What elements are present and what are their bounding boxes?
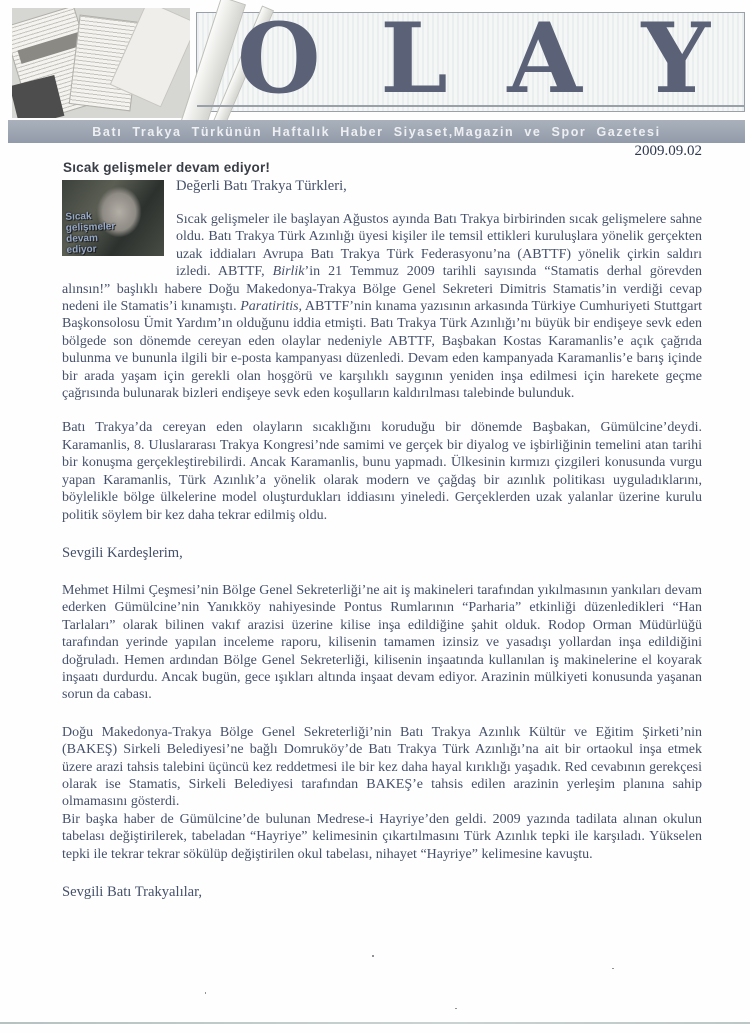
paragraph-text: ’in 21 Temmuz 2009 tarihli sayısında “Stamatis derhal görevden alınsın!” başlıklı habere Doğu Makedonya-Trakya Bölge Genel Sekreteri Dimitris Stamatis’in verdiği cevap nedeni ile Stamatis’i kınamıştı. (62, 264, 703, 315)
scan-speck (372, 955, 374, 957)
scan-speck (205, 992, 206, 994)
newspapers-photo (12, 8, 190, 118)
title-letter: L (380, 2, 448, 115)
salutation-trakyalilar: Sevgili Batı Trakyalılar, (62, 884, 203, 900)
issue-date: 2009.09.02 (634, 143, 702, 159)
paragraph-bakes-school: Doğu Makedonya-Trakya Bölge Genel Sekreterliği’nin Batı Trakya Azınlık Kültür ve Eğitim Şirketi’nin (BAKEŞ) Sirkeli Belediyesi’ne bağlı Domruköy’de Batı Trakya Türk Azınlığı’na ait bir ortaokul inşa etmek üzere arazi tahsis talebini üçüncü kez reddetmesi ile bir kez daha hayal kırıklığı yaşadık. Red cevabının gerekçesi olarak ise Stamatis, Sirkeli Belediyesi tarafından BAKEŞ’e tahsis edilen arazinin yerleşim planına sahip olmamasını gösterdi. (62, 724, 702, 810)
title-letter: A (507, 2, 582, 115)
bottom-scan-edge (0, 1022, 750, 1024)
photo-overlay-text: Sıcak gelişmeler devam ediyor (65, 210, 116, 256)
italic-publication-name: Paratiritis, (240, 299, 303, 315)
article-headline: Sıcak gelişmeler devam ediyor! (63, 160, 271, 175)
scan-speck (455, 1008, 457, 1009)
tagline-bar (8, 120, 745, 143)
scan-speck (612, 968, 614, 969)
paragraph-text: ABTTF’nin kınama yazısının arkasında Türkiye Cumhuriyeti Stuttgart Başkonsolosu Ümit Yardım’ın olduğunu iddia etmişti. Batı Trakya Türk Azınlığı’nı büyük bir endişeye sevk eden bölgede son dönemde cereyan eden olaylar nedeniyle ABTTF, Başbakan Kostas Karamanlis’e açık çağrıda bulunma ve bununla ilgili bir e-posta kampanyası düzenledi. Devam eden kampanyada Karamanlis’e barış içinde bir arada yaşam için gerekli olan hoşgörü ve karşılıklı saygının yeniden inşa edilmesi için harekete geçme çağrısında bulunarak bizleri endişeye sevk eden koşulların kaldırılması talebinde bulunduk. (62, 299, 702, 402)
salutation-kardeslerim: Sevgili Kardeşlerim, (62, 544, 183, 561)
italic-publication-name: Birlik (272, 264, 305, 280)
paragraph-church-construction: Mehmet Hilmi Çeşmesi’nin Bölge Genel Sekreterliği’ne ait iş makineleri tarafından yıkılmasının yankıları devam ederken Gümülcine’nin Yanıkköy nahiyesinde Pontus Rumlarının “Parharia” etkinliği düzenledikleri “Han Tarlaları” olarak bilinen vakıf arazisi üzerine kilise inşa edildiğine şahit olduk. Rodop Orman Müdürlüğü tarafından yerinde yapılan inceleme raporu, kilisenin tamamen izinsiz ve yasadışı yollardan inşa edildiğini doğruladı. Hemen ardından Bölge Genel Sekreterliği, kilisenin inşaatında kullanılan iş makinelerine el koyarak inşaatı durdurdu. Ancak bugün, gece ışıkları altında inşaat devam ediyor. Arazinin mülkiyeti konusunda yaşanan sorun da cabası. (62, 582, 702, 703)
salutation-turkleri: Değerli Batı Trakya Türkleri, (176, 178, 347, 194)
title-letter: O (237, 2, 321, 115)
masthead (12, 2, 745, 118)
title-letter: Y (641, 2, 710, 115)
newspaper-title (196, 2, 745, 115)
tagline-text: Batı Trakya Türkünün Haftalık Haber Siyaset,Magazin ve Spor Gazetesi (92, 124, 661, 139)
paragraph-medrese-hayriye: Bir başka haber de Gümülcine’de bulunan Medrese-i Hayriye’den geldi. 2009 yazında tadilata alınan okulun tabelası değiştirilerek, tabeladan “Hayriye” kelimesinin çıkartılmasını Türk Azınlık tepki ile karşıladı. Yükselen tepki ile tekrar tekrar sökülüp değiştirilen okul tabelası, nihayet “Hayriye” kelimesine kavuştu. (62, 811, 702, 862)
article-photo (62, 180, 164, 256)
paragraph-text: Sıcak gelişmeler ile başlayan Ağustos ayında Batı Trakya birbirinden sıcak gelişmelere sahne oldu. Batı Trakya Türk Azınlığı üyesi kişiler ile temsil ettikleri kuruluşlara yönelik gerçekten uzak iddiaları Avrupa Batı Trakya Türk Federasyonu’na (ABTTF) yönelik çirkin saldırı izledi. ABTTF, (176, 212, 702, 280)
article (62, 160, 702, 901)
paragraph-karamanlis-visit: Batı Trakya’da cereyan eden olayların sıcaklığını koruduğu bir dönemde Başbakan, Gümülcine’deydi. Karamanlis, 8. Uluslararası Trakya Kongresi’nde samimi ve gerçek bir diyalog ve işbirliğinin temelini atan tarihi bir konuşma gerçekleştirebilirdi. Ancak Karamanlis, bunu yapmadı. Ülkesinin kırmızı çizgileri konusunda vurgu yapan Karamanlis, Türk Azınlık’a yönelik olarak modern ve çağdaş bir azınlık politikası uyguladıklarını, böylelikle bölge ülkelerine model oluşturdukları iddiasını yineledi. Gerçeklerden uzak yalanlar üzerine kurulu politik söylem bir kez daha tekrar edilmiş oldu. (62, 420, 702, 523)
